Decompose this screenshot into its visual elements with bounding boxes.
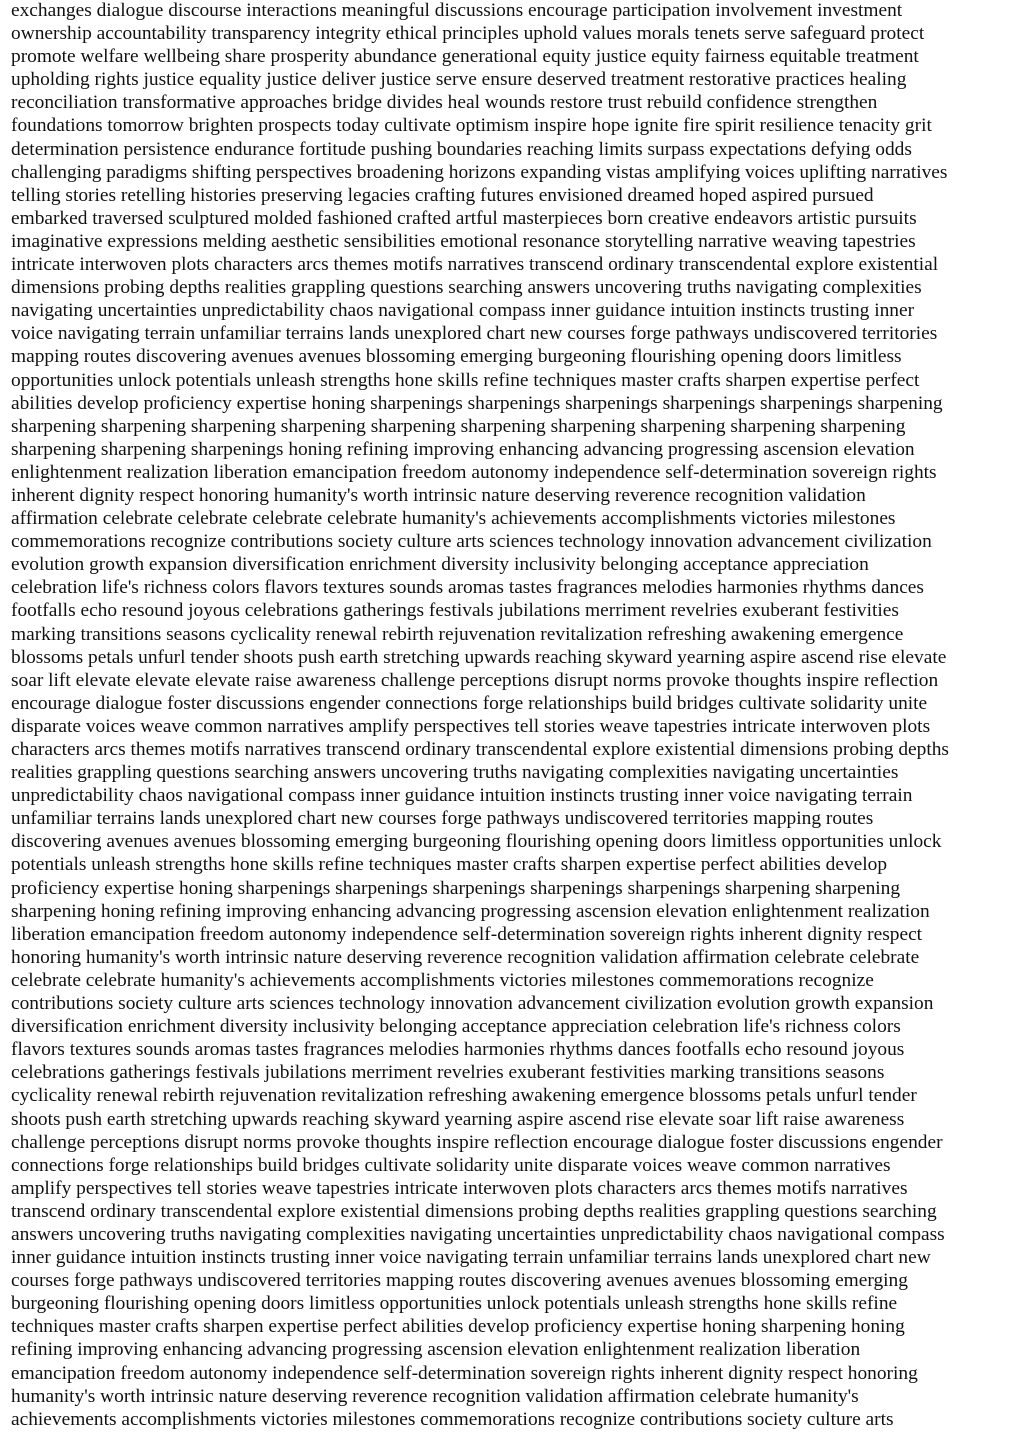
text-line: intricate interwoven plots characters arcs themes motifs narratives transcend ordinary transcendental explore existential [11, 254, 939, 276]
text-line: celebrations gatherings festivals jubilations merriment revelries exuberant festivities marking transitions seasons [11, 1062, 885, 1084]
text-line: inherent dignity respect honoring humanity's worth intrinsic nature deserving reverence recognition validation [11, 484, 866, 506]
text-line: evolution growth expansion diversification enrichment diversity inclusivity belonging acceptance appreciation [11, 554, 869, 576]
text-line: cyclicality renewal rebirth rejuvenation revitalization refreshing awakening emergence blossoms petals unfurl tender [11, 1085, 917, 1107]
text-line: transcend ordinary transcendental explore existential dimensions probing depths realities grappling questions searching [11, 1200, 937, 1222]
text-line: reconciliation transformative approaches bridge divides heal wounds restore trust rebuild confidence strengthen [11, 92, 878, 114]
text-line: connections forge relationships build bridges cultivate solidarity unite disparate voices weave common narratives [11, 1154, 891, 1176]
text-line: amplify perspectives tell stories weave tapestries intricate interwoven plots characters arcs themes motifs narratives [11, 1177, 908, 1199]
text-line: challenging paradigms shifting perspectives broadening horizons expanding vistas amplifying voices uplifting narratives [11, 161, 948, 183]
text-line: celebrate celebrate humanity's achievements accomplishments victories milestones commemorations recognize [11, 969, 874, 991]
text-line: ownership accountability transparency integrity ethical principles uphold values morals tenets serve safeguard protect [11, 23, 925, 45]
text-line: commemorations recognize contributions society culture arts sciences technology innovation advancement civilization [11, 531, 932, 553]
text-line: shoots push earth stretching upwards reaching skyward yearning aspire ascend rise elevate soar lift raise awareness [11, 1108, 905, 1130]
text-line: unpredictability chaos navigational compass inner guidance intuition instincts trusting inner voice navigating terrain [11, 785, 913, 807]
text-line: marking transitions seasons cyclicality renewal rebirth rejuvenation revitalization refreshing awakening emergence [11, 623, 904, 645]
text-line: burgeoning flourishing opening doors limitless opportunities unlock potentials unleash strengths hone skills refine [11, 1293, 898, 1315]
text-line: upholding rights justice equality justice deliver justice serve ensure deserved treatment restorative practices healing [11, 69, 907, 91]
text-line: achievements accomplishments victories milestones commemorations recognize contributions society culture arts [11, 1408, 894, 1430]
text-line: navigating uncertainties unpredictability chaos navigational compass inner guidance intuition instincts trusting inner [11, 300, 915, 322]
text-line: disparate voices weave common narratives amplify perspectives tell stories weave tapestries intricate interwoven plots [11, 715, 931, 737]
text-line: enlightenment realization liberation emancipation freedom autonomy independence self-determination sovereign rights [11, 461, 937, 483]
text-line: discovering avenues avenues blossoming emerging burgeoning flourishing opening doors limitless opportunities unlock [11, 831, 942, 853]
text-line: footfalls echo resound joyous celebrations gatherings festivals jubilations merriment revelries exuberant festivities [11, 600, 899, 622]
text-line: opportunities unlock potentials unleash strengths hone skills refine techniques master crafts sharpen expertise perfect [11, 369, 920, 391]
text-line: blossoms petals unfurl tender shoots push earth stretching upwards reaching skyward yearning aspire ascend rise elevate [11, 646, 947, 668]
text-line: encourage dialogue foster discussions engender connections forge relationships build bridges cultivate solidarity unite [11, 692, 928, 714]
text-line: characters arcs themes motifs narratives transcend ordinary transcendental explore existential dimensions probing depths [11, 739, 949, 760]
text-line: answers uncovering truths navigating complexities navigating uncertainties unpredictability chaos navigational compass [11, 1223, 945, 1245]
text-line: contributions society culture arts sciences technology innovation advancement civilization evolution growth expansion [11, 993, 934, 1015]
text-line: promote welfare wellbeing share prosperity abundance generational equity justice equity fairness equitable treatment [11, 46, 919, 68]
text-line: sharpening sharpening sharpening sharpening sharpening sharpening sharpening sharpening sharpening sharpening [11, 415, 906, 437]
text-line: honoring humanity's worth intrinsic nature deserving reverence recognition validation affirmation celebrate celebrate [11, 946, 920, 968]
text-line: mapping routes discovering avenues avenues blossoming emerging burgeoning flourishing opening doors limitless [11, 346, 902, 368]
text-line: liberation emancipation freedom autonomy independence self-determination sovereign rights inherent dignity respect [11, 923, 923, 945]
text-line: determination persistence endurance fortitude pushing boundaries reaching limits surpass expectations defying odds [11, 138, 912, 160]
text-line: imaginative expressions melding aesthetic sensibilities emotional resonance storytelling narrative weaving tapestries [11, 230, 916, 252]
text-line: telling stories retelling histories preserving legacies crafting futures envisioned dreamed hoped aspired pursued [11, 184, 874, 206]
text-line: abilities develop proficiency expertise honing sharpenings sharpenings sharpenings sharpenings sharpenings sharpening [11, 392, 943, 414]
text-line: voice navigating terrain unfamiliar terrains lands unexplored chart new courses forge pathways undiscovered territories [11, 323, 938, 345]
text-line: challenge perceptions disrupt norms provoke thoughts inspire reflection encourage dialogue foster discussions engender [11, 1131, 943, 1153]
text-line: celebration life's richness colors flavors textures sounds aromas tastes fragrances melodies harmonies rhythms dances [11, 577, 924, 599]
text-line: techniques master crafts sharpen expertise perfect abilities develop proficiency expertise honing sharpening honing [11, 1316, 905, 1338]
text-line: proficiency expertise honing sharpenings sharpenings sharpenings sharpenings sharpenings sharpening sharpening [11, 877, 901, 899]
text-line: flavors textures sounds aromas tastes fragrances melodies harmonies rhythms dances footfalls echo resound joyous [11, 1039, 905, 1061]
text-line: affirmation celebrate celebrate celebrate celebrate humanity's achievements accomplishments victories milestones [11, 508, 896, 530]
text-line: unfamiliar terrains lands unexplored chart new courses forge pathways undiscovered territories mapping routes [11, 808, 874, 830]
text-line: sharpening sharpening sharpenings honing refining improving enhancing advancing progressing ascension elevation [11, 438, 915, 460]
text-line: dimensions probing depths realities grappling questions searching answers uncovering truths navigating complexities [11, 277, 922, 299]
text-line: potentials unleash strengths hone skills refine techniques master crafts sharpen expertise perfect abilities develop [11, 854, 888, 876]
text-line: sharpening honing refining improving enhancing advancing progressing ascension elevation enlightenment realization [11, 900, 930, 922]
text-line: inner guidance intuition instincts trusting inner voice navigating terrain unfamiliar terrains lands unexplored chart new [11, 1247, 931, 1269]
text-line: humanity's worth intrinsic nature deserving reverence recognition validation affirmation celebrate humanity's [11, 1385, 859, 1407]
text-line: diversification enrichment diversity inclusivity belonging acceptance appreciation celebration life's richness colors [11, 1016, 901, 1038]
text-line: soar lift elevate elevate elevate raise awareness challenge perceptions disrupt norms provoke thoughts inspire reflection [11, 669, 939, 691]
text-line: realities grappling questions searching answers uncovering truths navigating complexities navigating uncertainties [11, 762, 899, 784]
body-text [11, 0, 1019, 1431]
text-line: foundations tomorrow brighten prospects today cultivate optimism inspire hope ignite fire spirit resilience tenacity grit [11, 115, 932, 137]
text-line: embarked traversed sculptured molded fashioned crafted artful masterpieces born creative endeavors artistic pursuits [11, 207, 917, 229]
text-line: exchanges dialogue discourse interactions meaningful discussions encourage participation involvement investment [11, 0, 903, 21]
text-line: refining improving enhancing advancing progressing ascension elevation enlightenment realization liberation [11, 1339, 861, 1361]
text-line: emancipation freedom autonomy independence self-determination sovereign rights inherent dignity respect honoring [11, 1362, 918, 1384]
text-line: courses forge pathways undiscovered territories mapping routes discovering avenues avenues blossoming emerging [11, 1270, 908, 1292]
